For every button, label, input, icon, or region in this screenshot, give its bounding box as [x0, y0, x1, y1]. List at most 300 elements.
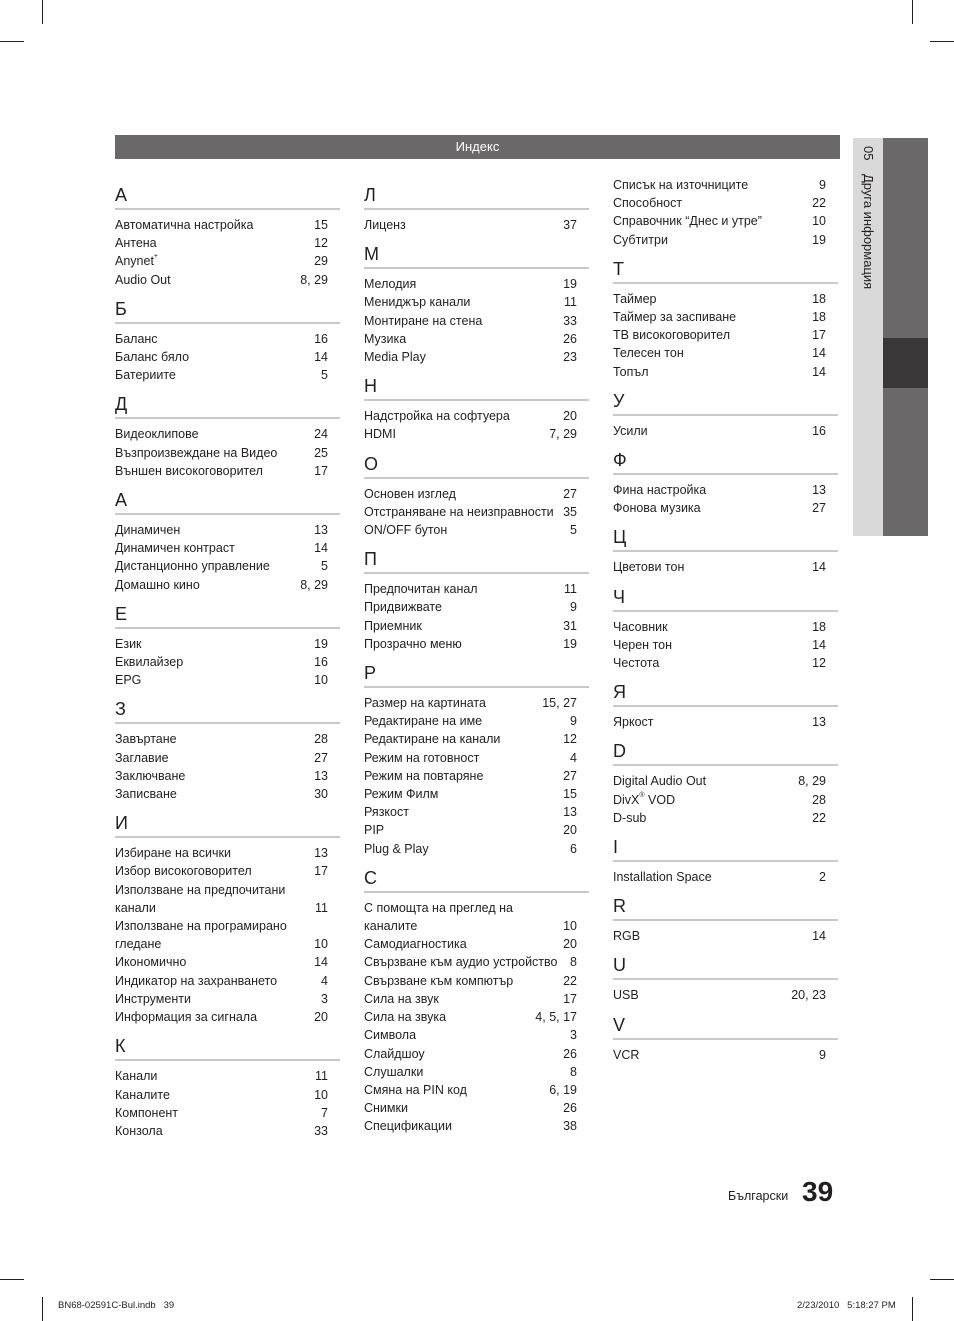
index-page-ref: 10 [563, 919, 577, 934]
index-entry [115, 990, 340, 1008]
index-entry [115, 653, 340, 671]
section-divider [115, 208, 340, 210]
index-term-text: Възпроизвеждане на Видео [115, 445, 278, 460]
index-page-ref: 9 [570, 714, 577, 729]
index-entry [115, 348, 340, 366]
index-section [115, 489, 340, 594]
index-term-text: Батериите [115, 368, 176, 383]
index-page-ref: 27 [563, 768, 577, 783]
section-divider [364, 267, 589, 269]
index-term-text: Топъл [613, 364, 649, 379]
index-page-ref: 16 [314, 331, 328, 346]
index-term-text: ON/OFF бутон [364, 523, 448, 538]
index-page-ref: 28 [812, 792, 826, 807]
index-term [364, 767, 563, 785]
section-letter: Д [115, 394, 128, 415]
index-term [364, 580, 564, 598]
index-entry [364, 598, 589, 616]
index-term [613, 308, 812, 326]
index-term [364, 712, 570, 730]
footer-language: Български [728, 1189, 789, 1203]
section-letter: Ц [613, 527, 627, 548]
index-term-text: Приемник [364, 618, 422, 633]
chapter-label [861, 146, 875, 289]
index-term-text: Динамичен контраст [115, 541, 235, 556]
index-header-bar [115, 135, 840, 159]
index-entry [613, 713, 838, 731]
index-section [364, 243, 589, 366]
index-entry [115, 881, 340, 917]
index-term-text: Музика [364, 331, 407, 346]
index-term-text: Субтитри [613, 232, 668, 247]
index-page-ref: 7 [321, 1105, 328, 1120]
index-term-text: Основен изглед [364, 486, 456, 501]
index-page-ref: 10 [314, 673, 328, 688]
index-term [115, 576, 300, 594]
index-entry [364, 972, 589, 990]
index-term-text: Размер на картината [364, 696, 486, 711]
index-term [364, 503, 563, 521]
index-page-ref: 20, 23 [791, 988, 826, 1003]
index-page-ref: 3 [321, 991, 328, 1006]
index-page-ref: 8 [570, 955, 577, 970]
index-entry [115, 785, 340, 803]
index-term [364, 1026, 570, 1044]
section-divider [115, 722, 340, 724]
index-term-text: Режим Филм [364, 787, 439, 802]
index-term [613, 326, 812, 344]
index-term-text: Динамичен [115, 523, 181, 538]
index-page-ref: 9 [819, 178, 826, 192]
index-section [613, 390, 838, 440]
index-term [613, 927, 812, 945]
index-entry [115, 749, 340, 767]
index-term [364, 803, 563, 821]
trademark-mark: ® [639, 791, 645, 799]
index-page-ref: 17 [563, 991, 577, 1006]
index-page-ref: 19 [314, 636, 328, 651]
index-term-text: Снимки [364, 1101, 408, 1116]
index-page-ref: 14 [314, 350, 328, 365]
index-page-ref: 33 [314, 1123, 328, 1138]
index-term [364, 990, 563, 1008]
index-term-text: Списък на източниците [613, 178, 749, 192]
index-section [364, 184, 589, 234]
index-entry [115, 521, 340, 539]
index-entry [613, 231, 838, 249]
index-entry [613, 499, 838, 517]
index-term-text: Сила на звук [364, 991, 439, 1006]
index-entry [364, 407, 589, 425]
index-entry [613, 422, 838, 440]
index-entry [613, 212, 838, 230]
index-term [364, 330, 563, 348]
index-section [613, 449, 838, 517]
index-entry [115, 1122, 340, 1140]
index-entry [364, 749, 589, 767]
section-letter: I [613, 837, 619, 858]
index-term [115, 730, 314, 748]
index-entry [613, 558, 838, 576]
index-page-ref: 9 [819, 1047, 826, 1062]
index-term [613, 558, 812, 576]
index-entry [115, 635, 340, 653]
index-entry [613, 809, 838, 827]
index-section [613, 740, 838, 827]
index-page-ref: 38 [563, 1119, 577, 1134]
index-term [364, 1081, 549, 1099]
index-entry [364, 293, 589, 311]
index-term-text: Прозрачно меню [364, 636, 462, 651]
index-term [613, 986, 791, 1004]
section-divider [115, 627, 340, 629]
index-term-text: Audio Out [115, 272, 171, 287]
section-divider [613, 705, 838, 707]
index-term [364, 1117, 563, 1135]
index-entry [364, 803, 589, 821]
index-term-text: Антена [115, 236, 157, 251]
index-page-ref: 14 [812, 637, 826, 652]
index-section [364, 662, 589, 858]
index-term [613, 499, 812, 517]
index-entry [364, 1117, 589, 1135]
section-divider [364, 572, 589, 574]
index-term [115, 539, 314, 557]
index-term-text: Усили [613, 423, 648, 438]
index-term-text: Външен високоговорител [115, 463, 263, 478]
index-term [364, 935, 563, 953]
index-term-text: PIP [364, 823, 385, 838]
trademark-mark: + [153, 253, 159, 261]
index-term-text: Автоматична настройка [115, 218, 254, 232]
index-term [364, 899, 563, 935]
index-entry [364, 899, 589, 935]
index-term [115, 1122, 314, 1140]
index-entry [364, 485, 589, 503]
index-section [364, 453, 589, 540]
index-term [115, 366, 321, 384]
section-letter: R [613, 896, 626, 917]
index-entry [364, 1081, 589, 1099]
index-term [364, 953, 570, 971]
index-entry [613, 654, 838, 672]
index-term [115, 953, 314, 971]
index-section [613, 1014, 838, 1064]
index-term-text: Конзола [115, 1123, 163, 1138]
index-page-ref: 6 [570, 841, 577, 856]
section-letter: С [364, 867, 377, 888]
index-term [613, 344, 812, 362]
index-term [364, 972, 563, 990]
index-term-text: Баланс [115, 331, 158, 346]
index-entry [115, 730, 340, 748]
crop-mark [930, 1279, 954, 1280]
index-page-ref: 11 [564, 582, 577, 597]
section-divider [613, 473, 838, 475]
index-entry [364, 935, 589, 953]
index-page-ref: 3 [570, 1028, 577, 1043]
index-page-ref: 13 [563, 805, 577, 820]
index-term [364, 821, 563, 839]
index-term-text: Фонова музика [613, 501, 701, 516]
section-letter: У [613, 390, 625, 411]
index-term-text: Installation Space [613, 870, 712, 885]
index-section [613, 176, 838, 249]
index-entry [364, 821, 589, 839]
index-section [613, 836, 838, 886]
index-term [115, 1104, 321, 1122]
index-term [613, 809, 812, 827]
index-term [115, 330, 314, 348]
chapter-number: 05 [861, 146, 876, 161]
index-page-ref: 13 [812, 715, 826, 730]
index-term [115, 653, 314, 671]
section-letter: А [115, 185, 128, 205]
index-term-text: Яркост [613, 715, 654, 730]
section-divider [115, 513, 340, 515]
index-term-text: Дистанционно управление [115, 559, 270, 574]
index-page-ref: 13 [812, 483, 826, 498]
index-entry [115, 557, 340, 575]
index-term [115, 749, 314, 767]
index-term [613, 290, 812, 308]
index-section [115, 698, 340, 803]
section-divider [613, 860, 838, 862]
index-entry [364, 694, 589, 712]
index-page-ref: 14 [314, 955, 328, 970]
section-divider [613, 550, 838, 552]
index-section [115, 1035, 340, 1140]
index-term-text: Телесен тон [613, 346, 684, 361]
index-term [364, 1008, 535, 1026]
index-page-ref: 19 [812, 232, 826, 247]
print-date-info: 2/23/2010 5:18:27 PM [797, 1300, 896, 1311]
index-term [364, 216, 563, 234]
index-entry [364, 580, 589, 598]
index-page-ref: 23 [563, 350, 577, 365]
index-term-text: VCR [613, 1047, 640, 1062]
index-term [115, 216, 314, 234]
index-term [364, 1099, 563, 1117]
index-entry [364, 503, 589, 521]
index-page-ref: 8, 29 [798, 774, 826, 789]
index-term-text: Компонент [115, 1105, 179, 1120]
index-entry [613, 791, 838, 809]
section-divider [115, 417, 340, 419]
index-term [115, 767, 314, 785]
index-term-text: С помощта на преглед на каналите [364, 900, 513, 934]
section-letter: З [115, 699, 126, 720]
index-entry [364, 635, 589, 653]
index-term-text: Мелодия [364, 277, 417, 292]
index-page-ref: 7, 29 [549, 427, 577, 442]
index-entry [115, 271, 340, 289]
index-section [364, 867, 589, 1136]
section-divider [115, 836, 340, 838]
index-page-ref: 14 [812, 364, 826, 379]
index-term-text: Канали [115, 1069, 158, 1084]
index-term [115, 1067, 315, 1085]
crop-mark [912, 1297, 913, 1321]
index-page-ref: 10 [812, 214, 826, 229]
section-letter: Т [613, 258, 624, 279]
index-page-ref: 13 [314, 768, 328, 783]
index-page-ref: 2 [819, 870, 826, 885]
index-term-text: Предпочитан канал [364, 582, 478, 597]
index-term [115, 234, 314, 252]
section-divider [115, 322, 340, 324]
section-letter: Я [613, 682, 626, 703]
section-divider [364, 399, 589, 401]
index-term-text: Режим на готовност [364, 750, 480, 765]
index-term [364, 1045, 563, 1063]
index-entry [115, 953, 340, 971]
index-page-ref: 31 [563, 618, 577, 633]
index-page-ref: 26 [563, 331, 577, 346]
index-entry [613, 290, 838, 308]
index-term-text: Режим на повтаряне [364, 768, 484, 783]
index-page-ref: 8, 29 [300, 272, 328, 287]
index-term-text: Избиране на всички [115, 846, 231, 861]
index-entry [115, 917, 340, 953]
index-term [115, 462, 314, 480]
index-entry [613, 326, 838, 344]
section-divider [613, 764, 838, 766]
index-term-text: Използване на програмирано гледане [115, 919, 287, 952]
index-page-ref: 29 [314, 254, 328, 269]
index-term-text: Способност [613, 196, 683, 211]
index-section [115, 812, 340, 1026]
index-page-ref: 18 [812, 291, 826, 306]
index-page-ref: 22 [812, 196, 826, 211]
index-entry [364, 953, 589, 971]
index-section [115, 393, 340, 480]
index-entry [115, 1104, 340, 1122]
index-entry [364, 348, 589, 366]
index-entry [613, 481, 838, 499]
index-term [613, 772, 798, 790]
page-title: Индекс [455, 139, 500, 154]
index-column-3 [613, 176, 838, 1073]
index-term-text: USB [613, 988, 639, 1003]
section-divider [364, 477, 589, 479]
index-term-text: Заглавие [115, 750, 169, 765]
index-term-text: Видеоклипове [115, 427, 199, 442]
index-term [613, 176, 819, 194]
index-term-suffix: VOD [644, 792, 676, 807]
index-term-text: DivX [613, 792, 640, 807]
section-letter: Ч [613, 586, 625, 607]
index-term-text: Монтиране на стена [364, 313, 483, 328]
index-term-text: Записване [115, 787, 177, 802]
index-term [115, 557, 321, 575]
crop-mark [42, 0, 43, 24]
index-term-text: Използване на предпочитани канали [115, 882, 286, 915]
index-term [115, 252, 314, 270]
index-term-text: Информация за сигнала [115, 1010, 258, 1025]
index-term-text: Справочник “Днес и утре” [613, 214, 762, 229]
index-page-ref: 16 [314, 655, 328, 670]
index-entry [613, 344, 838, 362]
index-page-ref: 26 [563, 1101, 577, 1116]
index-page-ref: 22 [563, 973, 577, 988]
index-term-text: Икономично [115, 955, 187, 970]
index-page-ref: 30 [314, 787, 328, 802]
index-term [115, 990, 321, 1008]
index-term [613, 481, 812, 499]
index-term-text: Мениджър канали [364, 295, 471, 310]
index-page-ref: 15, 27 [542, 696, 577, 711]
index-term [364, 485, 563, 503]
index-term-text: Спецификации [364, 1119, 452, 1134]
index-term-text: Редактиране на име [364, 714, 483, 729]
index-entry [115, 862, 340, 880]
index-term [364, 840, 570, 858]
index-term-text: Заключване [115, 768, 186, 783]
section-divider [613, 610, 838, 612]
index-entry [115, 576, 340, 594]
index-entry [364, 275, 589, 293]
chapter-tab-marker [883, 338, 928, 388]
index-term-text: Лиценз [364, 218, 406, 232]
index-term-text: Редактиране на канали [364, 732, 501, 747]
index-entry [364, 617, 589, 635]
index-entry [364, 1099, 589, 1117]
index-page-ref: 12 [314, 236, 328, 251]
index-term-text: Език [115, 636, 142, 651]
index-entry [364, 840, 589, 858]
index-entry [364, 1008, 589, 1026]
index-entry [613, 194, 838, 212]
index-term [115, 444, 314, 462]
section-letter: Л [364, 185, 376, 205]
index-page-ref: 12 [812, 656, 826, 671]
index-term [613, 422, 812, 440]
section-letter: О [364, 453, 379, 474]
index-term [613, 231, 812, 249]
index-column-2 [364, 178, 589, 1145]
index-page-ref: 12 [563, 732, 577, 747]
index-section [613, 681, 838, 731]
index-entry [115, 252, 340, 270]
index-term [115, 1086, 314, 1104]
index-page-ref: 4 [570, 750, 577, 765]
index-term [613, 1046, 819, 1064]
index-page-ref: 33 [563, 313, 577, 328]
index-entry [613, 986, 838, 1004]
section-letter: М [364, 244, 379, 265]
crop-mark [930, 41, 954, 42]
index-entry [364, 216, 589, 234]
index-term-text: Digital Audio Out [613, 774, 707, 789]
index-term [364, 635, 563, 653]
index-section [613, 895, 838, 945]
index-entry [364, 425, 589, 443]
index-term-text: Баланс бяло [115, 350, 190, 365]
index-term-text: HDMI [364, 427, 396, 442]
index-page-ref: 27 [812, 501, 826, 516]
index-entry [364, 1045, 589, 1063]
index-section [115, 184, 340, 289]
section-letter: Ф [613, 450, 627, 471]
index-section [613, 258, 838, 381]
index-term [613, 791, 812, 809]
index-page-ref: 15 [314, 218, 328, 232]
index-term-text: Домашно кино [115, 577, 200, 592]
index-entry [364, 521, 589, 539]
index-term [115, 881, 315, 917]
section-divider [613, 978, 838, 980]
